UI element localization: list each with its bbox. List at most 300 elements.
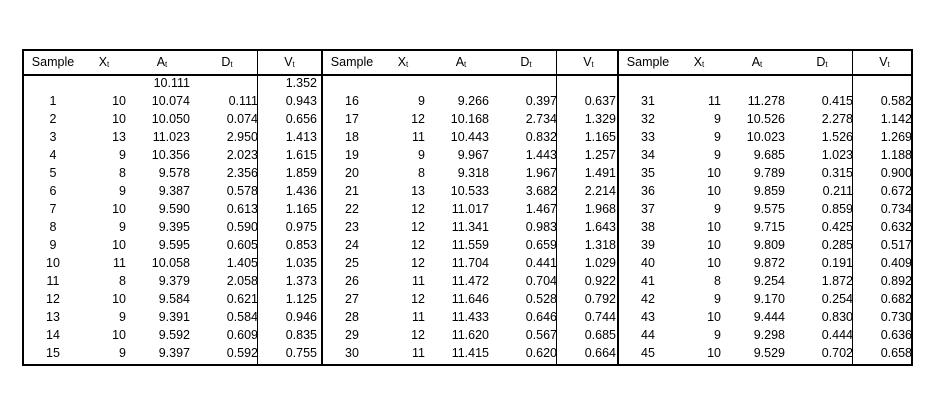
cell-d: 0.111 [228,94,258,108]
initial-v-value: 1.352 [285,76,317,90]
cell-d: 0.830 [821,310,853,324]
cell-sample: 22 [345,202,359,216]
table-row [24,164,321,182]
cell-x: 9 [714,328,721,342]
cell-a: 10.074 [151,94,190,108]
table-row [619,182,911,200]
cell-a: 9.584 [158,292,190,306]
cell-a: 9.859 [753,184,785,198]
column-header-sample: Sample [330,55,374,69]
column-header-a: $A_t$ [156,55,168,69]
cell-d: 0.315 [821,166,853,180]
column-header-a: $A_t$ [455,55,467,69]
table-panel-1 [24,51,321,364]
cell-v: 1.188 [880,148,912,162]
table-row [323,146,617,164]
cell-a: 11.620 [451,328,489,342]
cell-sample: 3 [49,130,57,144]
cell-sample: 1 [49,94,57,108]
cell-x: 9 [714,292,721,306]
cell-a: 9.298 [753,328,785,342]
table-row [619,92,911,110]
cell-d: 0.609 [226,328,258,342]
cell-v: 1.165 [584,130,616,144]
table-row [323,200,617,218]
cell-x: 10 [112,328,126,342]
cell-x: 9 [714,202,721,216]
table-row [24,308,321,326]
cell-d: 1.967 [525,166,557,180]
cell-a: 9.592 [158,328,190,342]
cell-x: 12 [411,202,425,216]
cell-x: 11 [412,274,425,288]
cell-sample: 2 [49,112,57,126]
cell-sample: 21 [345,184,359,198]
initial-a-value: 10.111 [153,76,190,90]
cell-a: 9.872 [753,256,785,270]
cell-sample: 39 [641,238,655,252]
header-row [24,51,321,76]
cell-sample: 26 [345,274,359,288]
cell-x: 11 [412,310,425,324]
cell-x: 10 [112,94,126,108]
cell-d: 0.613 [226,202,258,216]
cell-sample: 7 [49,202,57,216]
cell-v: 0.922 [584,274,616,288]
cell-a: 10.356 [151,148,190,162]
cell-x: 13 [411,184,425,198]
cell-a: 10.058 [151,256,190,270]
header-row [323,51,617,76]
cell-a: 9.578 [158,166,190,180]
cell-v: 2.214 [584,184,616,198]
cell-d: 0.832 [525,130,557,144]
cell-v: 0.685 [584,328,616,342]
cell-v: 0.892 [880,274,912,288]
cell-a: 10.533 [450,184,489,198]
table-row [619,290,911,308]
cell-v: 0.734 [880,202,912,216]
cell-d: 0.528 [525,292,557,306]
cell-d: 2.950 [226,130,258,144]
initial-values-row [24,74,321,92]
cell-a: 11.433 [451,310,489,324]
table-row [619,146,911,164]
cell-a: 9.391 [158,310,190,324]
cell-d: 0.397 [525,94,557,108]
cell-a: 9.595 [158,238,190,252]
cell-v: 0.943 [285,94,317,108]
subscript-t: t [825,60,828,69]
cell-d: 1.526 [821,130,853,144]
cell-d: 0.702 [821,346,853,360]
cell-sample: 16 [345,94,359,108]
cell-a: 9.395 [158,220,190,234]
cell-a: 10.168 [450,112,489,126]
cell-v: 1.257 [584,148,616,162]
cell-a: 11.278 [747,94,785,108]
table-row [24,128,321,146]
cell-a: 10.050 [151,112,190,126]
cell-d: 2.278 [821,112,853,126]
cell-d: 1.443 [525,148,557,162]
cell-x: 10 [112,292,126,306]
cell-v: 0.835 [285,328,317,342]
cell-v: 1.643 [584,220,616,234]
cell-x: 9 [119,148,126,162]
cell-sample: 18 [345,130,359,144]
cell-x: 10 [707,184,721,198]
subscript-t: t [702,60,705,69]
cell-d: 3.682 [525,184,557,198]
cell-a: 11.415 [451,346,489,360]
cell-v: 1.142 [880,112,912,126]
cell-x: 11 [412,346,425,360]
column-header-x: $X_t$ [98,55,110,69]
cell-v: 1.436 [285,184,317,198]
table-panel-2 [321,51,617,364]
table-row [619,344,911,362]
cell-a: 9.170 [753,292,785,306]
cell-v: 0.656 [285,112,317,126]
cell-x: 9 [119,310,126,324]
table-row [323,344,617,362]
column-header-sample: Sample [31,55,75,69]
cell-v: 0.632 [880,220,912,234]
cell-a: 11.704 [451,256,489,270]
cell-d: 0.425 [821,220,853,234]
cell-sample: 31 [641,94,655,108]
subscript-t: t [887,60,890,69]
cell-d: 0.621 [226,292,258,306]
cell-a: 9.789 [753,166,785,180]
cell-v: 0.636 [880,328,912,342]
cell-v: 1.029 [584,256,616,270]
table-row [619,128,911,146]
cell-sample: 43 [641,310,655,324]
cell-v: 0.672 [880,184,912,198]
cell-v: 0.975 [285,220,317,234]
cell-v: 0.792 [584,292,616,306]
cell-x: 10 [112,202,126,216]
cell-d: 0.191 [821,256,853,270]
cell-a: 9.254 [753,274,785,288]
cell-sample: 33 [641,130,655,144]
cell-d: 2.356 [226,166,258,180]
cell-x: 10 [707,310,721,324]
table-row [24,254,321,272]
cell-sample: 4 [49,148,57,162]
table-row [24,218,321,236]
cell-sample: 27 [345,292,359,306]
cell-x: 9 [714,112,721,126]
column-header-a: $A_t$ [751,55,763,69]
cell-v: 0.517 [880,238,912,252]
cell-x: 10 [112,238,126,252]
cell-a: 10.023 [746,130,785,144]
table-row [619,326,911,344]
cell-x: 11 [113,256,126,270]
cell-a: 11.017 [451,202,489,216]
table-row [24,146,321,164]
cell-x: 12 [411,220,425,234]
cell-d: 0.567 [525,328,557,342]
cell-sample: 41 [641,274,655,288]
cell-x: 10 [707,166,721,180]
table-row [323,272,617,290]
cell-v: 1.373 [285,274,317,288]
cell-d: 0.415 [821,94,853,108]
subscript-t: t [591,60,594,69]
cell-d: 0.983 [525,220,557,234]
cell-d: 0.211 [822,184,853,198]
cell-d: 0.444 [821,328,853,342]
cell-d: 1.405 [226,256,258,270]
table-row [24,92,321,110]
cell-sample: 6 [49,184,57,198]
cell-sample: 19 [345,148,359,162]
cell-v: 1.615 [285,148,317,162]
column-header-x: $X_t$ [397,55,409,69]
cell-x: 10 [707,346,721,360]
cell-a: 11.472 [451,274,489,288]
cell-x: 11 [412,130,425,144]
cell-x: 12 [411,238,425,252]
cell-a: 9.685 [753,148,785,162]
cell-sample: 45 [641,346,655,360]
cell-sample: 40 [641,256,655,270]
cell-d: 0.704 [525,274,557,288]
cell-a: 9.809 [753,238,785,252]
cell-d: 2.023 [226,148,258,162]
cell-sample: 35 [641,166,655,180]
cell-x: 9 [418,148,425,162]
cell-v: 1.859 [285,166,317,180]
cell-v: 0.409 [880,256,912,270]
cell-d: 0.605 [226,238,258,252]
cell-sample: 5 [49,166,57,180]
table-row [24,110,321,128]
cell-a: 9.529 [753,346,785,360]
cell-sample: 12 [46,292,60,306]
cell-d: 0.620 [525,346,557,360]
cell-x: 9 [119,346,126,360]
cell-sample: 15 [46,346,60,360]
table-row [323,164,617,182]
cell-x: 12 [411,292,425,306]
cell-a: 11.646 [451,292,489,306]
cell-a: 9.318 [457,166,489,180]
cell-a: 9.715 [753,220,785,234]
cell-a: 9.387 [158,184,190,198]
cell-x: 8 [119,166,126,180]
subscript-t: t [529,60,532,69]
cell-v: 1.413 [285,130,317,144]
cell-sample: 44 [641,328,655,342]
cell-x: 12 [411,256,425,270]
cell-d: 2.734 [525,112,557,126]
table-row [323,218,617,236]
subscript-t: t [230,60,233,69]
cell-sample: 37 [641,202,655,216]
cell-v: 1.318 [584,238,616,252]
cell-v: 0.755 [285,346,317,360]
cell-d: 0.592 [226,346,258,360]
cell-x: 9 [714,148,721,162]
column-header-v: $V_t$ [583,55,594,69]
cell-v: 0.582 [880,94,912,108]
cell-x: 10 [707,220,721,234]
table-row [323,290,617,308]
cell-sample: 36 [641,184,655,198]
cell-d: 1.023 [821,148,853,162]
cell-d: 0.254 [821,292,853,306]
cell-sample: 20 [345,166,359,180]
cell-a: 11.341 [451,220,489,234]
cell-x: 8 [418,166,425,180]
table-row [323,182,617,200]
cell-d: 0.859 [821,202,853,216]
subscript-t: t [107,60,110,69]
column-header-v: $V_t$ [879,55,890,69]
table-row [24,326,321,344]
cell-v: 0.900 [880,166,912,180]
cell-a: 9.967 [457,148,489,162]
cell-a: 10.526 [746,112,785,126]
cell-d: 1.872 [821,274,853,288]
cell-v: 0.637 [584,94,616,108]
cell-v: 0.744 [584,310,616,324]
column-header-v: $V_t$ [284,55,295,69]
table-row [323,254,617,272]
table-row [323,128,617,146]
cell-a: 9.397 [158,346,190,360]
cell-d: 0.659 [525,238,557,252]
cell-sample: 30 [345,346,359,360]
subscript-t: t [292,60,295,69]
cell-v: 1.035 [285,256,317,270]
subscript-t: t [464,60,467,69]
cell-x: 10 [707,256,721,270]
table-row [619,308,911,326]
subscript-t: t [406,60,409,69]
cell-x: 10 [112,112,126,126]
cell-x: 9 [714,130,721,144]
table-row [24,344,321,362]
cell-d: 2.058 [226,274,258,288]
column-header-sample: Sample [626,55,670,69]
column-header-d: $D_t$ [520,55,532,69]
cell-sample: 42 [641,292,655,306]
cell-x: 12 [411,328,425,342]
table-row [619,218,911,236]
cell-d: 0.441 [525,256,557,270]
cell-v: 1.125 [285,292,317,306]
cell-v: 1.968 [584,202,616,216]
cell-sample: 10 [46,256,60,270]
cell-x: 9 [418,94,425,108]
table-row [619,254,911,272]
cell-d: 0.074 [226,112,258,126]
cell-a: 11.559 [451,238,489,252]
cell-v: 0.682 [880,292,912,306]
table-row [24,236,321,254]
cell-sample: 38 [641,220,655,234]
cell-sample: 34 [641,148,655,162]
table-row [619,164,911,182]
cell-sample: 17 [345,112,359,126]
cell-d: 0.646 [525,310,557,324]
cell-a: 11.023 [152,130,190,144]
cell-x: 10 [707,238,721,252]
cell-sample: 23 [345,220,359,234]
subscript-t: t [760,60,763,69]
cell-d: 0.285 [821,238,853,252]
table-row [323,326,617,344]
cell-sample: 25 [345,256,359,270]
cell-v: 1.329 [584,112,616,126]
cell-v: 0.664 [584,346,616,360]
table-row [24,182,321,200]
cell-x: 9 [119,220,126,234]
cell-a: 9.379 [158,274,190,288]
column-header-d: $D_t$ [221,55,233,69]
cell-v: 0.853 [285,238,317,252]
cell-a: 9.590 [158,202,190,216]
cell-sample: 13 [46,310,60,324]
table-row [24,200,321,218]
cell-v: 0.658 [880,346,912,360]
cell-v: 0.946 [285,310,317,324]
cell-x: 8 [119,274,126,288]
table-row [619,272,911,290]
subscript-t: t [165,60,168,69]
table-row [323,110,617,128]
cell-sample: 8 [49,220,57,234]
cell-sample: 14 [46,328,60,342]
table-panel-3 [617,51,911,364]
column-header-x: $X_t$ [693,55,705,69]
table-row [323,236,617,254]
cell-x: 13 [112,130,126,144]
cell-v: 1.269 [880,130,912,144]
cell-d: 0.578 [226,184,258,198]
cell-sample: 11 [46,274,60,288]
cell-a: 10.443 [450,130,489,144]
cell-sample: 28 [345,310,359,324]
cell-v: 0.730 [880,310,912,324]
table-row [323,92,617,110]
cell-d: 0.590 [226,220,258,234]
cell-x: 8 [714,274,721,288]
table-row [24,290,321,308]
cell-sample: 9 [49,238,57,252]
cell-sample: 32 [641,112,655,126]
cell-sample: 29 [345,328,359,342]
cell-v: 1.165 [285,202,317,216]
table-row [619,236,911,254]
cell-v: 1.491 [584,166,616,180]
cell-sample: 24 [345,238,359,252]
table-row [619,110,911,128]
cell-d: 1.467 [525,202,557,216]
table-row [323,308,617,326]
table-row [24,272,321,290]
data-table [22,49,913,366]
cell-a: 9.575 [753,202,785,216]
cell-a: 9.444 [753,310,785,324]
cell-d: 0.584 [226,310,258,324]
